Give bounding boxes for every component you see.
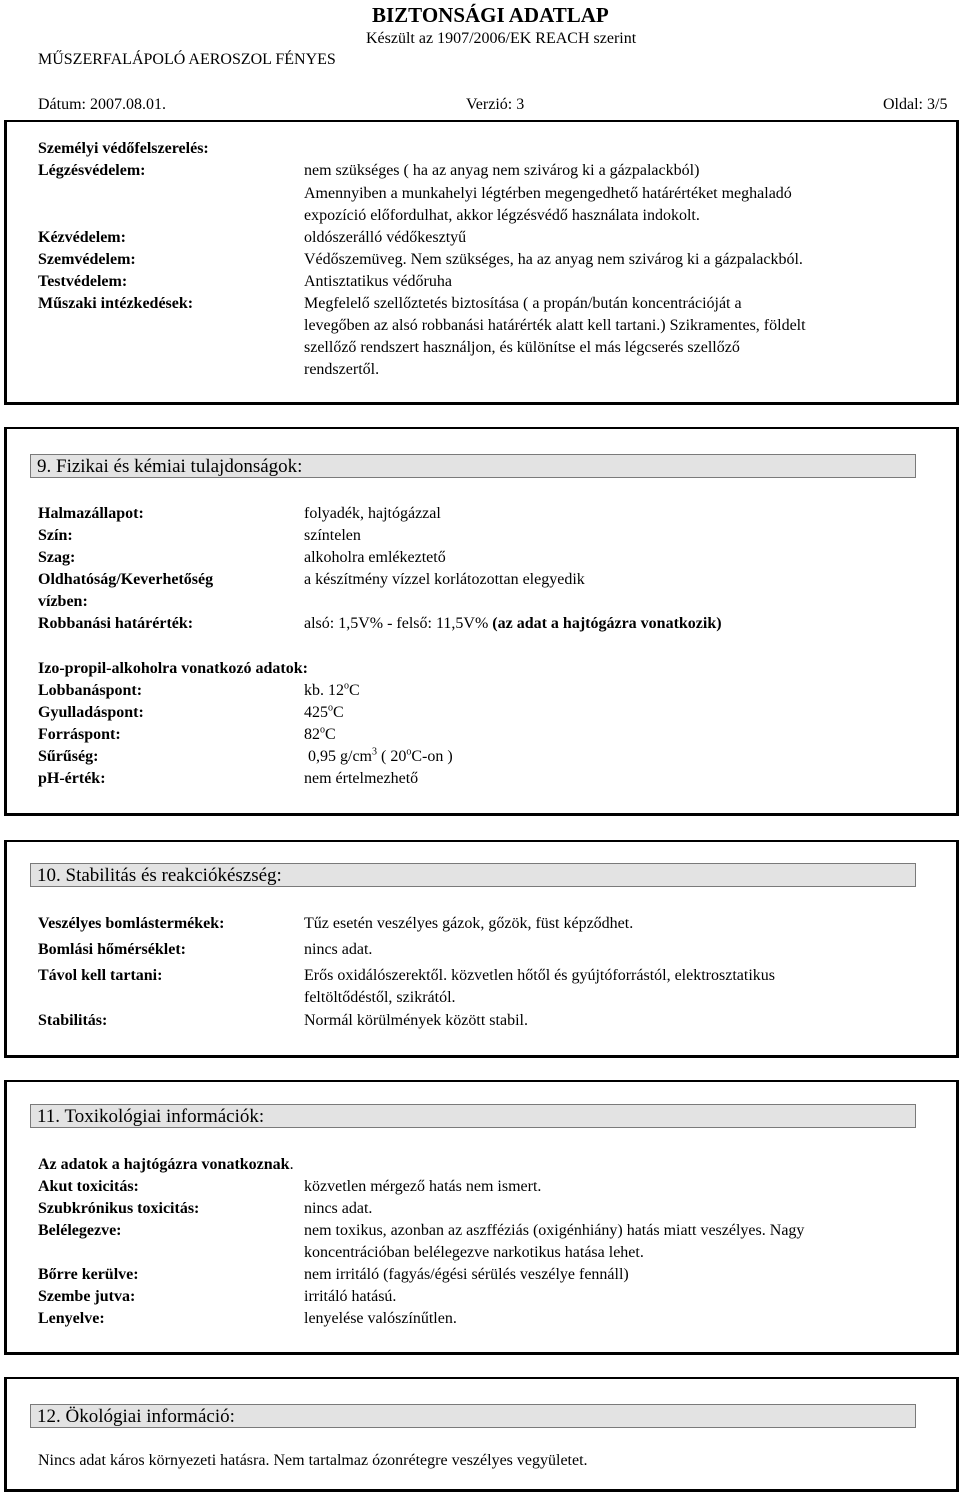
- eye-contact-value: irritáló hatású.: [304, 1288, 397, 1305]
- color-label: Szín:: [38, 527, 73, 544]
- respiratory-value-3: expozíció előfordulhat, akkor légzésvédő használata indokolt.: [304, 207, 700, 224]
- skin-value: nem irritáló (fagyás/égési sérülés veszélye fennáll): [304, 1266, 629, 1283]
- density-label: Sűrűség:: [38, 748, 99, 765]
- eye-contact-label: Szembe jutva:: [38, 1288, 136, 1305]
- ingestion-value: lenyelése valószínűtlen.: [304, 1310, 457, 1327]
- acute-tox-value: közvetlen mérgező hatás nem ismert.: [304, 1178, 542, 1195]
- ignition-point-label: Gyulladáspont:: [38, 704, 144, 721]
- explosion-limit-label: Robbanási határérték:: [38, 615, 194, 632]
- technical-value-1: Megfelelő szellőztetés biztosítása ( a propán/bután koncentrációját a: [304, 295, 742, 312]
- tox-intro: Az adatok a hajtógázra vonatkoznak.: [38, 1156, 294, 1173]
- hand-value: oldószerálló védőkesztyű: [304, 229, 467, 246]
- decomposition-products-value: Tűz esetén veszélyes gázok, gőzök, füst képződhet.: [304, 915, 634, 932]
- technical-label: Műszaki intézkedések:: [38, 295, 194, 312]
- body-label: Testvédelem:: [38, 273, 128, 290]
- document-title: BIZTONSÁGI ADATLAP: [372, 3, 609, 27]
- density-value: 0,95 $g/cm^3$ ( 20$^o$C-on ): [304, 746, 453, 765]
- state-value: folyadék, hajtógázzal: [304, 505, 441, 522]
- stability-value: Normál körülmények között stabil.: [304, 1012, 528, 1029]
- decomposition-temp-label: Bomlási hőmérséklet:: [38, 941, 186, 958]
- respiratory-value-1: nem szükséges ( ha az anyag nem szivárog ki a gázpalackból): [304, 162, 700, 179]
- ecology-text: Nincs adat káros környezeti hatásra. Nem tartalmaz ózonrétegre veszélyes vegyületet.: [38, 1452, 588, 1469]
- ph-value: nem értelmezhető: [304, 770, 419, 787]
- solubility-label: Oldhatóság/Keverhetőség: [38, 571, 214, 588]
- page-number: Oldal: 3/5: [883, 96, 948, 113]
- decomposition-products-label: Veszélyes bomlástermékek:: [38, 915, 225, 932]
- hand-label: Kézvédelem:: [38, 229, 126, 246]
- technical-value-4: rendszertől.: [304, 361, 380, 378]
- ingestion-label: Lenyelve:: [38, 1310, 105, 1327]
- subchronic-tox-value: nincs adat.: [304, 1200, 373, 1217]
- section12-title: 12. Ökológiai információ:: [30, 1404, 916, 1428]
- boiling-point-label: Forráspont:: [38, 726, 121, 743]
- avoid-value-1: Erős oxidálószerektől. közvetlen hőtől és gyújtóforrástól, elektrosztatikus: [304, 967, 775, 984]
- acute-tox-label: Akut toxicitás:: [38, 1178, 139, 1195]
- inhalation-value-2: koncentrációban belélegezve narkotikus hatása lehet.: [304, 1244, 644, 1261]
- document-subtitle: Készült az 1907/2006/EK REACH szerint: [366, 30, 637, 47]
- flash-point-label: Lobbanáspont:: [38, 682, 143, 699]
- eye-value: Védőszemüveg. Nem szükséges, ha az anyag nem szivárog ki a gázpalackból.: [304, 251, 803, 268]
- document-version: Verzió: 3: [466, 96, 525, 113]
- odor-value: alkoholra emlékeztető: [304, 549, 446, 566]
- decomposition-temp-value: nincs adat.: [304, 941, 373, 958]
- color-value: színtelen: [304, 527, 361, 544]
- respiratory-value-2: Amennyiben a munkahelyi légtérben megengedhető határértéket meghaladó: [304, 185, 792, 202]
- subchronic-tox-label: Szubkrónikus toxicitás:: [38, 1200, 200, 1217]
- document-date: Dátum: 2007.08.01.: [38, 96, 166, 113]
- technical-value-3: szellőző rendszert használjon, és különítse el más légcserés szellőző: [304, 339, 740, 356]
- state-label: Halmazállapot:: [38, 505, 144, 522]
- ipa-subtitle: Izo-propil-alkoholra vonatkozó adatok:: [38, 660, 308, 677]
- flash-point-value: kb. 12$^o$C: [304, 680, 360, 699]
- section11-title: 11. Toxikológiai információk:: [30, 1104, 916, 1128]
- inhalation-value-1: nem toxikus, azonban az aszfféziás (oxigénhiány) hatás miatt veszélyes. Nagy: [304, 1222, 805, 1239]
- avoid-label: Távol kell tartani:: [38, 967, 163, 984]
- respiratory-label: Légzésvédelem:: [38, 162, 146, 179]
- explosion-limit-note: (az adat a hajtógázra vonatkozik): [492, 615, 722, 632]
- avoid-value-2: feltöltődéstől, szikrától.: [304, 989, 456, 1006]
- ignition-point-value: 425$^o$C: [304, 702, 344, 721]
- odor-label: Szag:: [38, 549, 76, 566]
- stability-label: Stabilitás:: [38, 1012, 108, 1029]
- eye-label: Szemvédelem:: [38, 251, 136, 268]
- skin-label: Bőrre kerülve:: [38, 1266, 139, 1283]
- ppe-title: Személyi védőfelszerelés:: [38, 140, 209, 157]
- boiling-point-value: 82$^o$C: [304, 724, 336, 743]
- explosion-limit-value: [304, 615, 722, 633]
- ph-label: pH-érték:: [38, 770, 106, 787]
- solubility-label-2: vízben:: [38, 593, 88, 610]
- section10-title: 10. Stabilitás és reakciókészség:: [30, 863, 916, 887]
- section9-title: 9. Fizikai és kémiai tulajdonságok:: [30, 454, 916, 478]
- solubility-value: a készítmény vízzel korlátozottan elegyedik: [304, 571, 585, 588]
- inhalation-label: Belélegezve:: [38, 1222, 122, 1239]
- explosion-limit-range: alsó: 1,5V% - felső: 11,5V%: [304, 615, 489, 632]
- body-value: Antisztatikus védőruha: [304, 273, 452, 290]
- product-name: MŰSZERFALÁPOLÓ AEROSZOL FÉNYES: [38, 51, 336, 68]
- technical-value-2: levegőben az alsó robbanási határérték alatt kell tartani.) Szikramentes, földelt: [304, 317, 806, 334]
